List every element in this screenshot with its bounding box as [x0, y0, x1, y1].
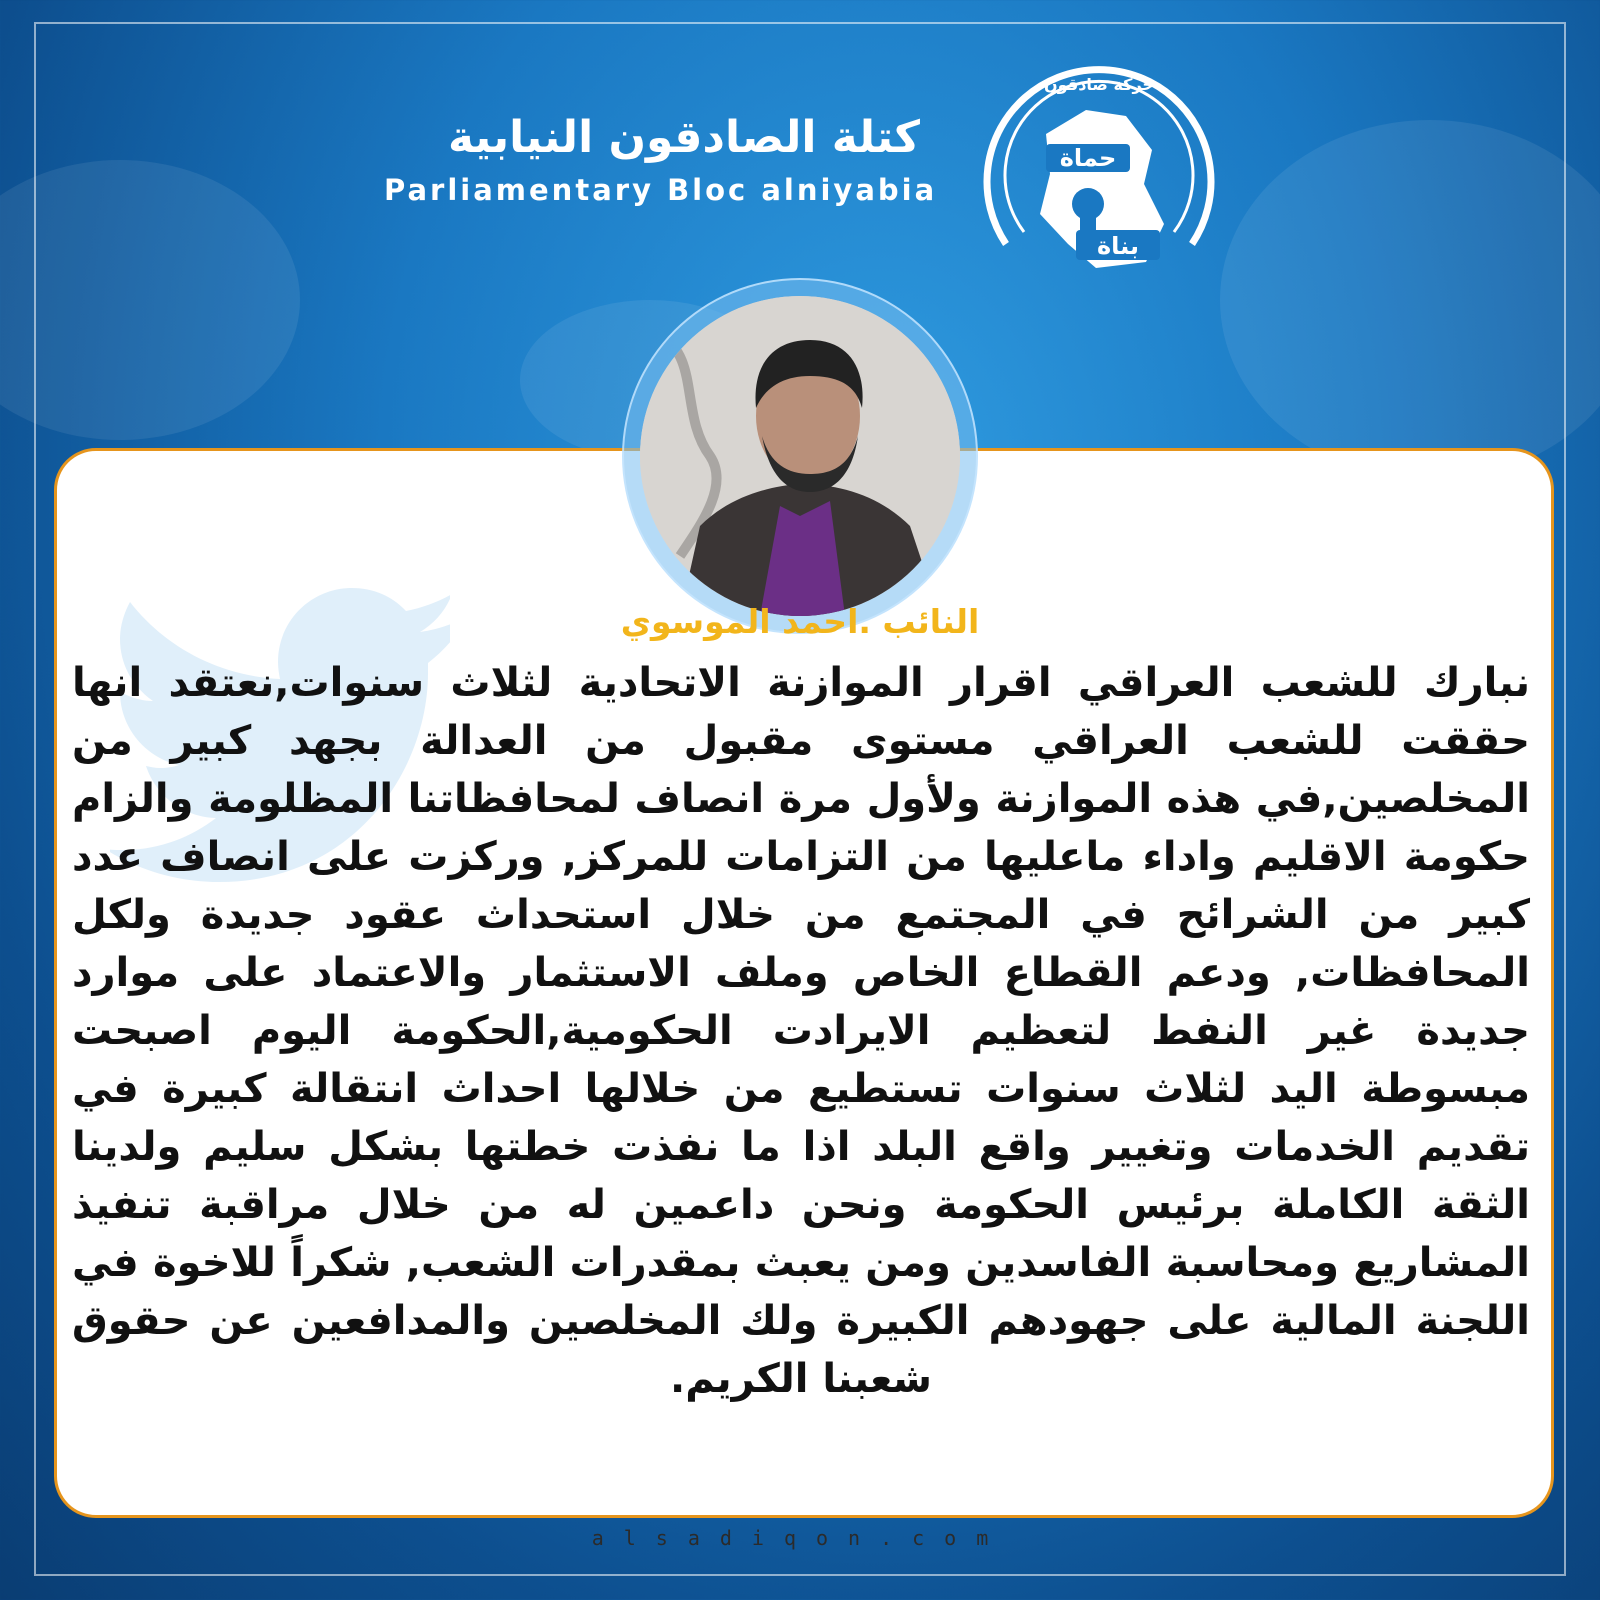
- svg-text:حركة صادقون: حركة صادقون: [1044, 75, 1154, 94]
- mp-name: النائب .احمد الموسوي: [620, 602, 980, 641]
- bloc-title-english: Parliamentary Bloc alniyabia: [384, 173, 938, 207]
- bloc-title-arabic: كتلة الصادقون النيابية: [447, 112, 920, 163]
- movement-logo: [976, 54, 1222, 300]
- portrait-photo: [640, 296, 960, 616]
- emblem-icon: [976, 54, 1222, 300]
- footer-website-link[interactable]: alsadiqon.com: [591, 1526, 1009, 1550]
- avatar: [640, 296, 960, 616]
- statement-text: نبارك للشعب العراقي اقرار الموازنة الاتحادية لثلاث سنوات,نعتقد انها حققت للشعب العراقي مستوى مقبول من العدالة بجهد كبير من المخلصين,في هذه الموازنة ولأول مرة انصاف لمحافظاتنا المظلومة والزام حكومة الاقليم واداء ماعليها من التزامات للمركز, وركزت على انصاف عدد كبير من الشرائح في المجتمع من خلال استحداث عقود جديدة ولكل المحافظات, ودعم القطاع الخاص وملف الاستثمار والاعتماد على موارد جديدة غير النفط لتعظيم الايرادت الحكومية,الحكومة اليوم اصبحت مبسوطة اليد لثلاث سنوات تستطيع من خلالها احداث انتقالة كبيرة في تقديم الخدمات وتغيير واقع البلد اذا ما نفذت خطتها بشكل سليم ولدينا الثقة الكاملة برئيس الحكومة ونحن داعمين له من خلال مراقبة تنفيذ المشاريع ومحاسبة الفاسدين ومن يعبث بمقدرات الشعب, شكراً للاخوة في اللجنة المالية على جهودهم الكبيرة ولك المخلصين والمدافعين عن حقوق شعبنا الكريم.: [72, 660, 1530, 1402]
- svg-text:بناة: بناة: [1097, 232, 1139, 260]
- svg-text:حماة: حماة: [1059, 144, 1117, 172]
